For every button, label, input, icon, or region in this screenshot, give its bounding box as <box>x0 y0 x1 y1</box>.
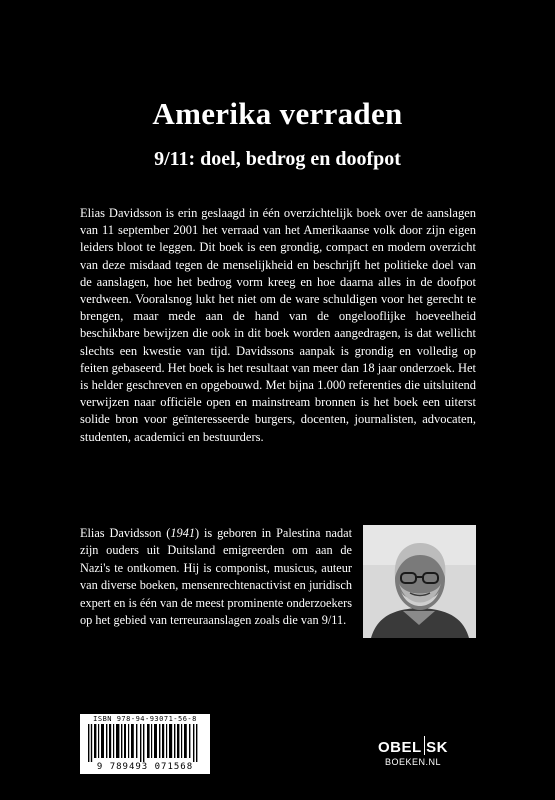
barcode-digits: 9 789493 071568 <box>96 762 194 772</box>
author-portrait-drawing <box>363 525 476 638</box>
book-title: Amerika verraden <box>152 96 403 131</box>
author-name: Elias Davidsson <box>80 526 162 540</box>
isbn-barcode <box>80 714 210 774</box>
publisher-name-right: SK <box>426 739 448 756</box>
isbn-label: ISBN 978-94-93071-56-8 <box>93 715 197 723</box>
author-bio: Elias Davidsson (1941) is geboren in Palestina nadat zijn ouders uit Duitsland emigreerden om aan de Nazi's te ontkomen. Hij is componist, musicus, auteur van diverse boeken, mensenrechtenactivist en juridisch expert en is één van de meest prominente onderzoekers op het gebied van terreuraanslagen zoals die van 9/11. <box>80 526 352 628</box>
publisher-logo <box>378 737 448 767</box>
publisher-name <box>378 737 448 756</box>
publisher-website: BOEKEN.NL <box>384 757 442 767</box>
author-portrait <box>363 525 476 638</box>
book-subtitle: 9/11: doel, bedrog en doofpot <box>154 148 401 170</box>
barcode-bars <box>88 724 202 762</box>
author-bio-text: is geboren in Palestina nadat zijn ouders uit Duitsland emigreerden om aan de Nazi's te ontkomen. Hij is componist, musicus, auteur van diverse boeken, mensenrechtenactivist en juridisch expert en is één van de meest prominente onderzoekers op het gebied van terreuraanslagen zoals die van 9/11. <box>80 526 352 628</box>
publisher-name-left: OBEL <box>378 739 422 756</box>
book-blurb: Elias Davidsson is erin geslaagd in één overzichtelijk boek over de aanslagen van 11 september 2001 het verraad van het Amerikaanse volk door zijn eigen leiders bloot te leggen. Dit boek is een grondig, compact en modern overzicht van deze misdaad tegen de menselijkheid en beschrijft het politieke doel van de aanslagen, hoe het bedrog vorm kreeg en hoe daarna alles in de doofpot verdween. Vooralsnog lukt het niet om de ware schuldigen voor het gerecht te brengen, maar mede aan de hand van de ongelooflijke hoeveelheid beschikbare bewijzen die ook in dit boek worden aangedragen, is dat wellicht slechts een kwestie van tijd. Davidssons aanpak is grondig en volledig op feiten gebaseerd. Het boek is het resultaat van meer dan 18 jaar onderzoek. Het is helder geschreven en opgebouwd. Met bijna 1.000 referenties die uitsluitend verwijzen naar officiële open en mainstream bronnen is het boek een uiterst solide bron voor geïnteresseerde burgers, docenten, journalisten, advocaten, studenten, academici en bestuurders. <box>80 206 477 444</box>
author-birth-year: 1941 <box>170 526 195 540</box>
